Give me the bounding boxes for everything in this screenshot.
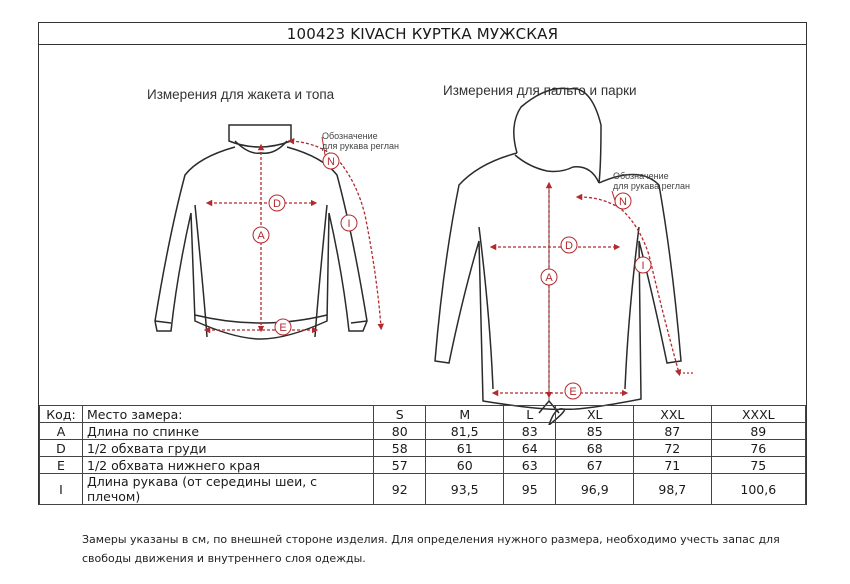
coat-caption: Измерения для пальто и парки	[443, 83, 637, 98]
header-size-s: S	[374, 406, 426, 423]
cell-value: 75	[711, 457, 805, 474]
row-code: E	[40, 457, 83, 474]
cell-value: 57	[374, 457, 426, 474]
row-code: A	[40, 423, 83, 440]
cell-value: 96,9	[556, 474, 634, 505]
cell-value: 92	[374, 474, 426, 505]
row-place: Длина рукава (от середины шеи, с плечом)	[83, 474, 374, 505]
row-code: I	[40, 474, 83, 505]
table-header-row	[40, 406, 806, 423]
header-size-xxl: XXL	[634, 406, 712, 423]
cell-value: 63	[504, 457, 556, 474]
cell-value: 68	[556, 440, 634, 457]
jacket-label-a: A	[257, 230, 265, 242]
size-table	[39, 405, 806, 505]
cell-value: 95	[504, 474, 556, 505]
header-size-xl: XL	[556, 406, 634, 423]
jacket-measures	[207, 137, 381, 330]
jacket-marker-labels	[253, 153, 357, 335]
row-place: 1/2 обхвата нижнего края	[83, 457, 374, 474]
header-code: Код:	[40, 406, 83, 423]
coat-label-a: A	[545, 272, 553, 284]
cell-value: 83	[504, 423, 556, 440]
table-row	[40, 423, 806, 440]
header-size-m: M	[426, 406, 504, 423]
jacket-label-d: D	[273, 198, 281, 210]
coat-label-e: E	[569, 386, 577, 398]
garment-drawings	[39, 45, 806, 425]
coat-label-n: N	[619, 196, 627, 208]
table-row	[40, 474, 806, 505]
cell-value: 85	[556, 423, 634, 440]
row-place: 1/2 обхвата груди	[83, 440, 374, 457]
coat-raglan-note-1: Обозначение	[613, 171, 669, 181]
jacket-raglan-note-2: для рукава реглан	[322, 141, 399, 151]
table-row	[40, 457, 806, 474]
coat-label-i: I	[641, 260, 645, 272]
cell-value: 81,5	[426, 423, 504, 440]
coat-raglan-note-2: для рукава реглан	[613, 181, 690, 191]
jacket-raglan-note-1: Обозначение	[322, 131, 378, 141]
jacket-label-i: I	[347, 218, 351, 230]
header-place: Место замера:	[83, 406, 374, 423]
jacket-label-n: N	[327, 156, 335, 168]
cell-value: 60	[426, 457, 504, 474]
cell-value: 72	[634, 440, 712, 457]
page-title: 100423 KIVACH КУРТКА МУЖСКАЯ	[39, 23, 806, 45]
cell-value: 64	[504, 440, 556, 457]
header-size-xxxl: XXXL	[711, 406, 805, 423]
table-row	[40, 440, 806, 457]
cell-value: 71	[634, 457, 712, 474]
size-chart-sheet	[38, 22, 807, 505]
header-size-l: L	[504, 406, 556, 423]
row-code: D	[40, 440, 83, 457]
cell-value: 76	[711, 440, 805, 457]
jacket-caption: Измерения для жакета и топа	[147, 87, 335, 102]
jacket-label-e: E	[279, 322, 287, 334]
cell-value: 93,5	[426, 474, 504, 505]
cell-value: 100,6	[711, 474, 805, 505]
cell-value: 58	[374, 440, 426, 457]
cell-value: 87	[634, 423, 712, 440]
cell-value: 61	[426, 440, 504, 457]
cell-value: 67	[556, 457, 634, 474]
coat-marker-labels	[541, 193, 651, 399]
garment-sketches	[39, 45, 806, 425]
coat-label-d: D	[565, 240, 573, 252]
measurement-note: Замеры указаны в см, по внешней стороне изделия. Для определения нужного размера, необходимо учесть запас для свободы движения и внутреннего слоя одежды.	[82, 533, 780, 565]
row-place: Длина по спинке	[83, 423, 374, 440]
cell-value: 98,7	[634, 474, 712, 505]
cell-value: 89	[711, 423, 805, 440]
cell-value: 80	[374, 423, 426, 440]
